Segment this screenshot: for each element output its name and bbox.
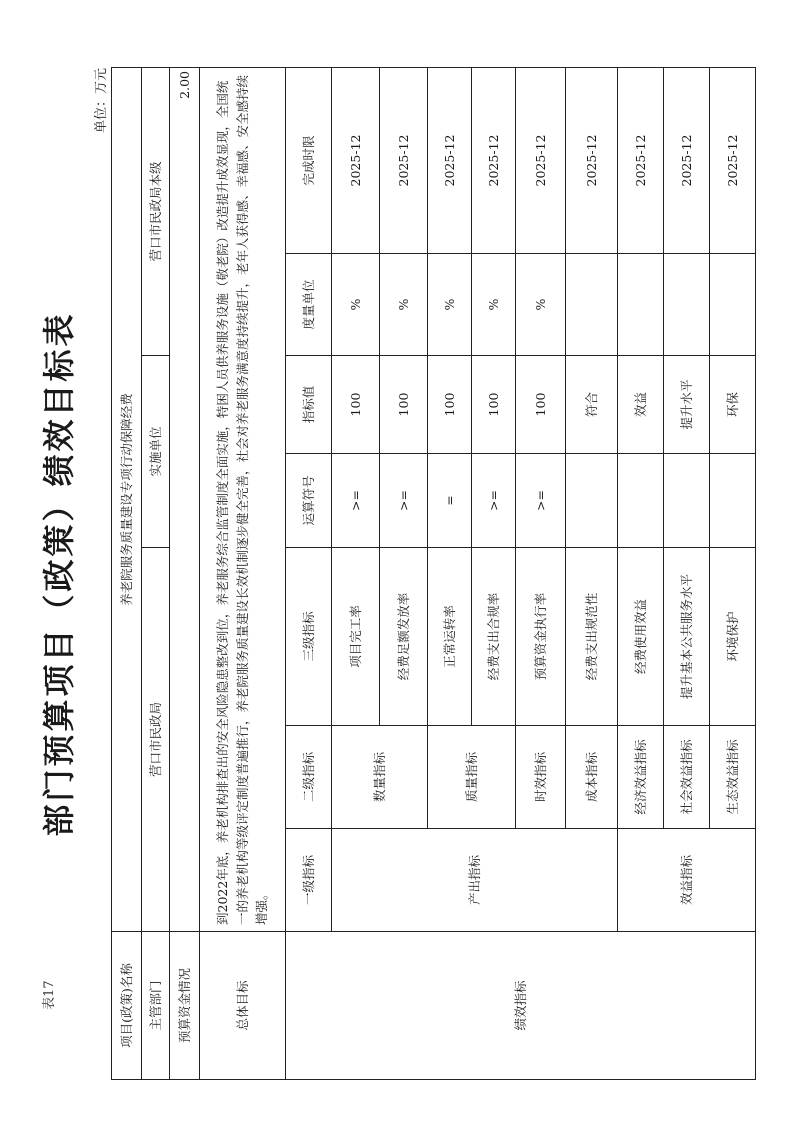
row-value: 环保 (710, 356, 756, 454)
row-time: 2025-12 (618, 67, 664, 253)
group-output: 产出指标 (332, 829, 618, 932)
goal-text: 到2022年底，养老机构排查出的安全风险隐患整改到位，养老服务综合监管制度全面实施，特困人员供养服务设施（敬老院）改造提升成效显现，全国统一的养老机构等级评定制度普遍推行，养老院服务质量建设长效机制逐步健全完善，社会对养老服务满意度持续提升，老年人获得感、幸福感、安全感持续增强。 (200, 67, 286, 931)
row-unit (710, 254, 756, 356)
row-op: >= (332, 454, 380, 548)
row-l2: 质量指标 (428, 726, 516, 829)
row-time: 2025-12 (566, 67, 618, 253)
row-time: 2025-12 (664, 67, 710, 253)
row-unit: % (428, 254, 472, 356)
header-level2: 二级指标 (286, 726, 332, 829)
row-time: 2025-12 (516, 67, 566, 253)
page-title: 部门预算项目（政策）绩效目标表 (40, 311, 78, 837)
row-l3: 经费使用效益 (618, 548, 664, 726)
row-unit: % (380, 254, 428, 356)
row-value: 符合 (566, 356, 618, 454)
unit-label: 单位：万元 (94, 68, 109, 134)
row-unit: % (332, 254, 380, 356)
row-op: = (428, 454, 472, 548)
row-l2: 生态效益指标 (710, 726, 756, 829)
header-level1: 一级指标 (286, 829, 332, 932)
row-l2: 数量指标 (332, 726, 428, 829)
row-op (566, 454, 618, 548)
group-effect: 效益指标 (618, 829, 756, 932)
row-op (664, 454, 710, 548)
table-label: 表17 (42, 980, 57, 1010)
project-name-value: 养老院服务质量建设专项行动保障经费 (112, 67, 142, 931)
row-time: 2025-12 (380, 67, 428, 253)
header-op: 运算符号 (286, 454, 332, 548)
row-value: 100 (472, 356, 516, 454)
row-op (618, 454, 664, 548)
row-value: 100 (332, 356, 380, 454)
row-time: 2025-12 (710, 67, 756, 253)
row-value: 100 (428, 356, 472, 454)
row-l3: 正常运转率 (428, 548, 472, 726)
row-time: 2025-12 (332, 67, 380, 253)
fund-label: 预算资金情况 (170, 932, 200, 1080)
rotated-document (32, 68, 740, 1080)
row-l3: 经费支出规范性 (566, 548, 618, 726)
row-l3: 环境保护 (710, 548, 756, 726)
header-level3: 三级指标 (286, 548, 332, 726)
row-value: 100 (380, 356, 428, 454)
row-l3: 提升基本公共服务水平 (664, 548, 710, 726)
header-deadline: 完成时限 (286, 67, 332, 253)
row-op: >= (516, 454, 566, 548)
row-unit: % (472, 254, 516, 356)
row-l3: 经费支出合规率 (472, 548, 516, 726)
project-name-label: 项目(政策)名称 (112, 932, 142, 1080)
row-l3: 经费足额发放率 (380, 548, 428, 726)
row-unit (664, 254, 710, 356)
row-op: >= (380, 454, 428, 548)
row-time: 2025-12 (472, 67, 516, 253)
row-value: 提升水平 (664, 356, 710, 454)
row-l2: 成本指标 (566, 726, 618, 829)
goal-label: 总体目标 (200, 932, 286, 1080)
impl-value: 营口市民政局本级 (142, 67, 170, 355)
impl-label: 实施单位 (142, 356, 170, 548)
performance-table (111, 67, 756, 1080)
row-unit (618, 254, 664, 356)
dept-label: 主管部门 (142, 932, 170, 1080)
row-value: 效益 (618, 356, 664, 454)
row-op: >= (472, 454, 516, 548)
row-unit: % (516, 254, 566, 356)
row-time: 2025-12 (428, 67, 472, 253)
row-l2: 时效指标 (516, 726, 566, 829)
row-op (710, 454, 756, 548)
row-l3: 项目完工率 (332, 548, 380, 726)
perf-label: 绩效指标 (286, 932, 756, 1080)
dept-value: 营口市民政局 (142, 548, 170, 932)
row-value: 100 (516, 356, 566, 454)
row-l2: 社会效益指标 (664, 726, 710, 829)
row-l2: 经济效益指标 (618, 726, 664, 829)
header-value: 指标值 (286, 356, 332, 454)
row-l3: 预算资金执行率 (516, 548, 566, 726)
row-unit (566, 254, 618, 356)
header-unit: 度量单位 (286, 254, 332, 356)
fund-value: 2.00 (170, 67, 200, 931)
